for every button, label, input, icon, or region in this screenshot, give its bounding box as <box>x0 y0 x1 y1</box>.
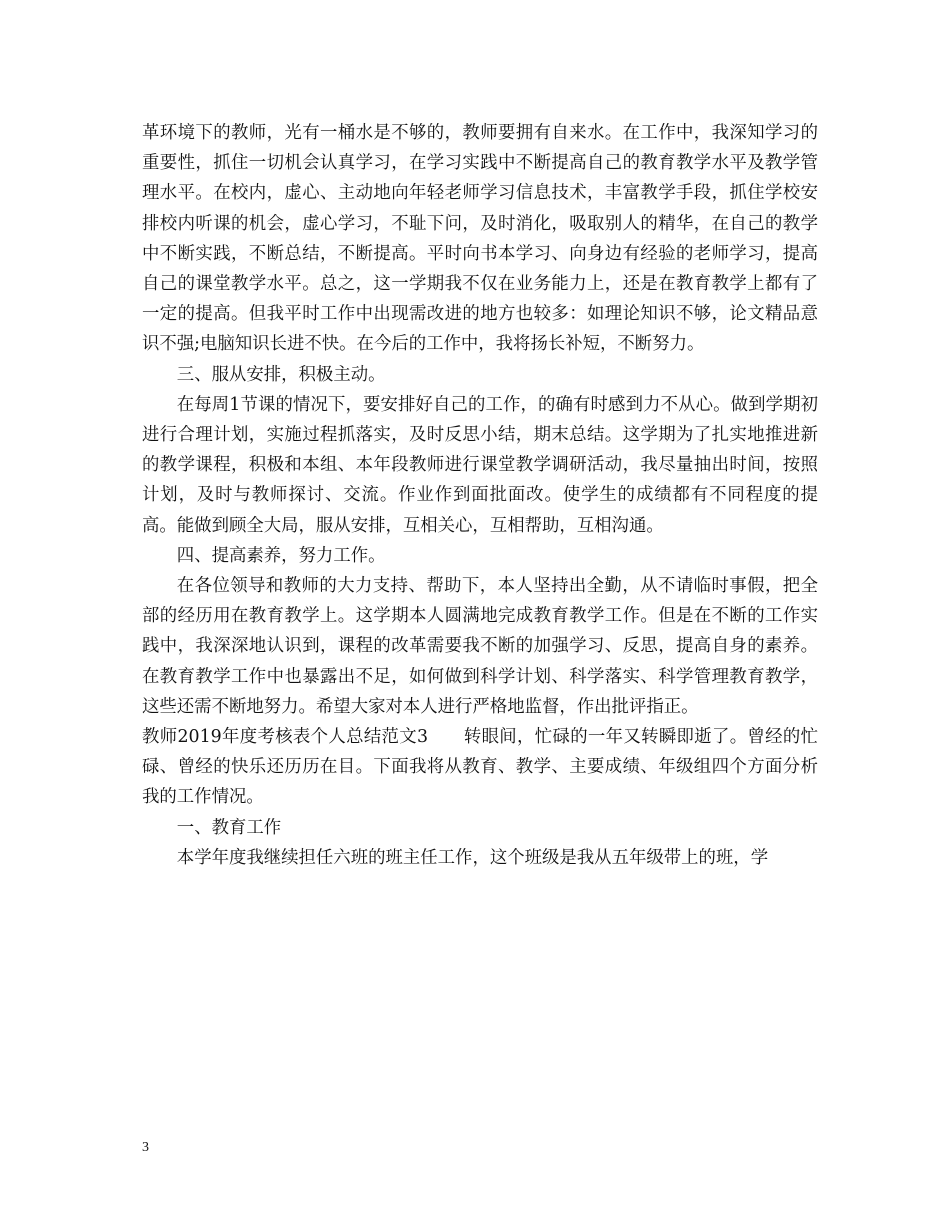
paragraph-class-teacher: 本学年度我继续担任六班的班主任工作，这个班级是我从五年级带上的班，学 <box>176 847 769 868</box>
paragraph-quality: 在各位领导和教师的大力支持、帮助下，本人坚持出全勤，从不请临时事假，把全部的经历用在教育教学上。这学期本人圆满地完成教育教学工作。但是在不断的工作实践中，我深深地认识到，课程的改革需要我不断的加强学习、反思，提高自身的素养。在教育教学工作中也暴露出不足，如何做到科学计划、科学落实、科学管理教育教学，这些还需不断地努力。希望大家对本人进行严格地监督，作出批评指正。 <box>142 576 818 717</box>
paragraph-arrangement: 在每周1节课的情况下，要安排好自己的工作，的确有时感到力不从心。做到学期初进行合理计划，实施过程抓落实，及时反思小结，期末总结。这学期为了扎实地推进新的教学课程，积极和本组、本年段教师进行课堂教学调研活动，我尽量抽出时间，按照计划，及时与教师探讨、交流。作业作到面批面改。使学生的成绩都有不同程度的提高。能做到顾全大局，服从安排，互相关心，互相帮助，互相沟通。 <box>142 394 818 536</box>
paragraph-study: 革环境下的教师，光有一桶水是不够的，教师要拥有自来水。在工作中，我深知学习的重要性，抓住一切机会认真学习，在学习实践中不断提高自己的教育教学水平及教学管理水平。在校内，虚心、主动地向年轻老师学习信息技术，丰富教学手段，抓住学校安排校内听课的机会，虚心学习，不耻下问，及时消化，吸取别人的精华，在自己的教学中不断实践，不断总结，不断提高。平时向书本学习、向身边有经验的老师学习，提高自己的课堂教学水平。总之，这一学期我不仅在业务能力上，还是在教育教学上都有了一定的提高。但我平时工作中出现需改进的地方也较多：如理论知识不够，论文精品意识不强;电脑知识长进不快。在今后的工作中，我将扬长补短，不断努力。 <box>142 123 818 355</box>
paragraph-sample-3-intro: 教师2019年度考核表个人总结范文3 转眼间，忙碌的一年又转瞬即逝了。曾经的忙碌、曾经的快乐还历历在目。下面我将从教育、教学、主要成绩、年级组四个方面分析我的工作情况。 <box>142 727 818 808</box>
section-heading-4: 四、提高素养，努力工作。 <box>176 545 386 566</box>
document-body <box>142 118 818 873</box>
section-heading-3: 三、服从安排，积极主动。 <box>176 364 386 385</box>
section-heading-education: 一、教育工作 <box>176 817 282 838</box>
page-number: 3 <box>142 1140 149 1155</box>
